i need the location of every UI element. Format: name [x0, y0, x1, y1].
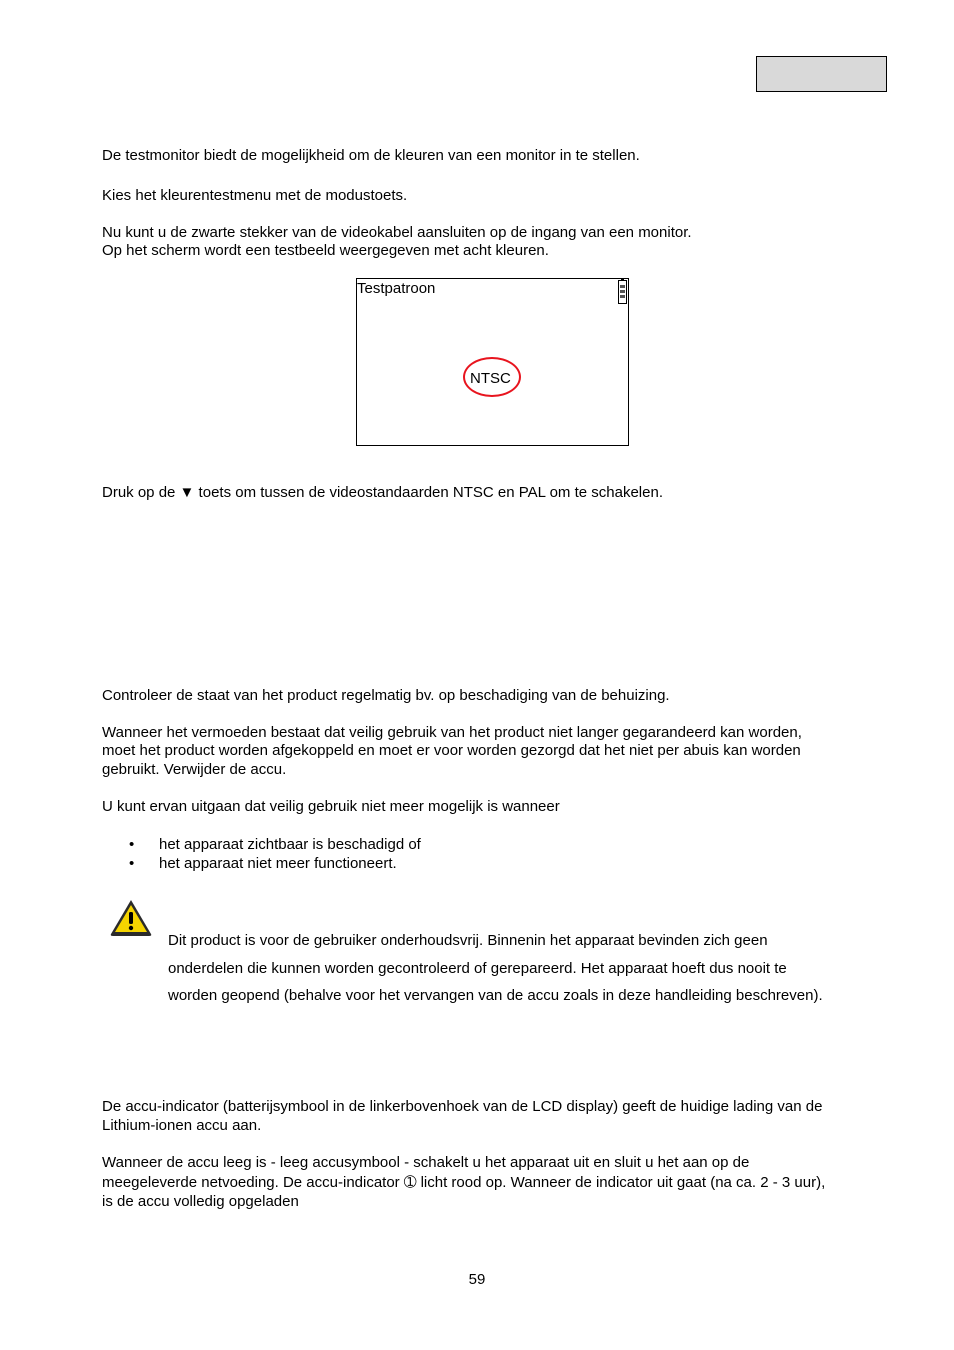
intro-text-1: De testmonitor biedt de mogelijkheid om de kleuren van een monitor in te stellen. — [102, 147, 640, 164]
warning-note — [168, 927, 823, 1010]
maintenance-text-2a: Wanneer het vermoeden bestaat dat veilig gebruik van het product niet langer gegarandeerd kan worden, — [102, 724, 802, 741]
maintenance-text-3: U kunt ervan uitgaan dat veilig gebruik niet meer mogelijk is wanneer — [102, 798, 560, 815]
warning-triangle-icon — [108, 897, 154, 939]
battery-icon — [618, 280, 627, 304]
switch-instruction: Druk op de ▼ toets om tussen de videostandaarden NTSC en PAL om te schakelen. — [102, 484, 663, 501]
language-tab — [756, 56, 887, 92]
intro-text-3b: Op het scherm wordt een testbeeld weergegeven met acht kleuren. — [102, 242, 549, 259]
battery-text-2b: meegeleverde netvoeding. De accu-indicator ➀ licht rood op. Wanneer de indicator uit gaat (na ca. 2 - 3 uur), — [102, 1174, 826, 1191]
maintenance-text-2b: moet het product worden afgekoppeld en moet er voor worden gezorgd dat het niet per abuis kan worden — [102, 742, 801, 759]
battery-text-1b: Lithium-ionen accu aan. — [102, 1117, 262, 1134]
maintenance-text-1: Controleer de staat van het product regelmatig bv. op beschadiging van de behuizing. — [102, 687, 670, 704]
maintenance-text-2c: gebruikt. Verwijder de accu. — [102, 761, 287, 778]
screen-title: Testpatroon — [357, 280, 436, 297]
video-standard-label: NTSC — [470, 370, 511, 387]
condition-list — [159, 835, 421, 873]
battery-text-1a: De accu-indicator (batterijsymbool in de linkerbovenhoek van de LCD display) geeft de huidige lading van de — [102, 1098, 823, 1115]
battery-text-2c: is de accu volledig opgeladen — [102, 1193, 299, 1210]
list-item: • het apparaat niet meer functioneert. — [159, 854, 421, 873]
warning-line-2: onderdelen die kunnen worden gecontroleerd of gerepareerd. Het apparaat hoeft dus nooit te — [168, 959, 787, 977]
warning-line-1: Dit product is voor de gebruiker onderhoudsvrij. Binnenin het apparaat bevinden zich geen — [168, 932, 768, 949]
list-item: • het apparaat zichtbaar is beschadigd of — [159, 835, 421, 854]
test-pattern-screen — [356, 278, 629, 446]
page-number: 59 — [468, 1271, 486, 1288]
warning-line-3: worden geopend (behalve voor het vervangen van de accu zoals in deze handleiding beschreven). — [168, 987, 823, 1004]
battery-text-2a: Wanneer de accu leeg is - leeg accusymbool - schakelt u het apparaat uit en sluit u het aan op de — [102, 1154, 750, 1171]
intro-text-2: Kies het kleurentestmenu met de modustoets. — [102, 187, 408, 204]
intro-text-3a: Nu kunt u de zwarte stekker van de videokabel aansluiten op de ingang van een monitor. — [102, 224, 692, 241]
